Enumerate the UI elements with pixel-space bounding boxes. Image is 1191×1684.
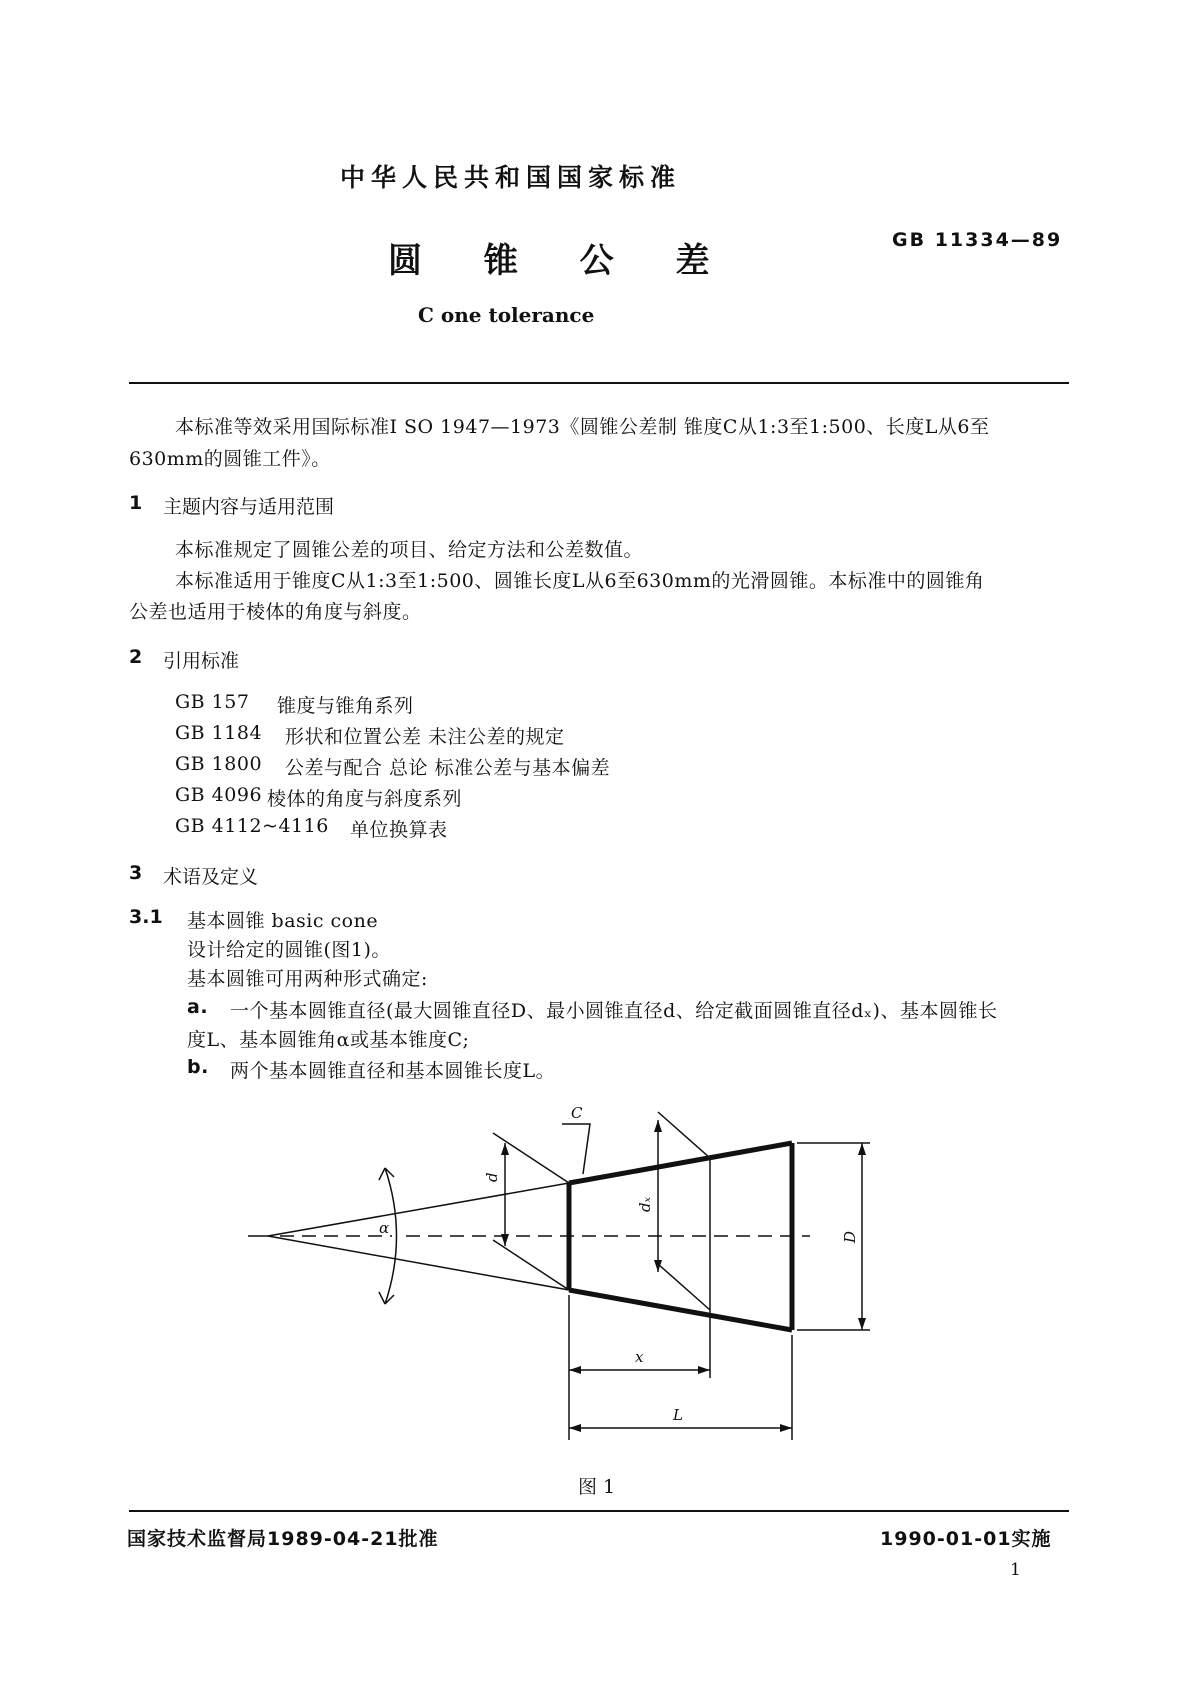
section-3-title: 术语及定义 [163,866,259,888]
section-3-number: 3 [129,862,143,884]
section-1-title: 主题内容与适用范围 [163,496,335,518]
d-arrow-top [501,1143,509,1155]
document-title: 圆 锥 公 差 [388,241,735,281]
L-arrow-left [569,1424,581,1432]
footer-divider [129,1510,1069,1512]
ref-code: GB 157 [175,691,250,713]
section-2-number: 2 [129,646,143,668]
subsection-3-1-number: 3.1 [129,906,163,928]
D-arrow-bottom [858,1318,866,1330]
ref-title: 单位换算表 [350,819,448,841]
intro-line-2: 630mm的圆锥工件》。 [129,448,331,470]
ref-title: 锥度与锥角系列 [277,695,414,717]
standard-code: GB 11334—89 [892,229,1063,251]
item-a-label: a. [187,996,209,1018]
label-D: D [841,1230,859,1243]
label-L: L [673,1406,683,1424]
basic-cone-definition: 设计给定的圆锥(图1)。 [187,939,391,961]
ref-code: GB 1800 [175,753,263,775]
dx-extension-top [658,1112,710,1158]
approval-date: 国家技术监督局1989-04-21批准 [127,1528,439,1550]
page-number: 1 [1010,1560,1021,1580]
label-C: C [571,1104,583,1122]
label-dx: dₓ [636,1197,654,1212]
item-a-text-line-2: 度L、基本圆锥角α或基本锥度C; [187,1029,470,1051]
section-1-paragraph-2-line-1: 本标准适用于锥度C从1:3至1:500、圆锥长度L从6至630mm的光滑圆锥。本标准中的圆锥角 [175,570,985,592]
effective-date: 1990-01-01实施 [880,1528,1052,1550]
section-1-paragraph-1: 本标准规定了圆锥公差的项目、给定方法和公差数值。 [175,539,644,561]
section-1-number: 1 [129,492,143,514]
cone-upper-generatrix [268,1183,569,1236]
x-arrow-right [698,1366,710,1374]
dx-extension-bottom [658,1264,710,1310]
ref-title: 形状和位置公差 未注公差的规定 [285,726,565,748]
english-title: C one tolerance [418,303,595,327]
section-1-paragraph-2-line-2: 公差也适用于棱体的角度与斜度。 [129,601,422,623]
label-d: d [483,1172,501,1182]
D-arrow-top [858,1143,866,1155]
dx-arrow-top [654,1120,662,1132]
taper-C-leader [562,1124,590,1174]
figure-caption: 图 1 [578,1476,616,1498]
ref-code: GB 4112~4116 [175,815,329,837]
label-x: x [635,1348,644,1366]
section-2-title: 引用标准 [163,650,240,672]
label-alpha: α [379,1219,390,1237]
ref-code: GB 4096 [175,784,263,806]
cone-top-edge [569,1143,792,1183]
item-a-text-line-1: 一个基本圆锥直径(最大圆锥直径D、最小圆锥直径d、给定截面圆锥直径dₓ)、基本圆锥长 [230,1000,998,1022]
intro-line-1: 本标准等效采用国际标准I SO 1947—1973《圆锥公差制 锥度C从1:3至1:500、长度L从6至 [175,416,990,438]
ref-title: 棱体的角度与斜度系列 [267,788,463,810]
ref-code: GB 1184 [175,722,263,744]
ref-title: 公差与配合 总论 标准公差与基本偏差 [285,757,611,779]
subsection-3-1-title: 基本圆锥 basic cone [187,910,379,932]
issuing-organization: 中华人民共和国国家标准 [340,163,682,192]
forms-intro: 基本圆锥可用两种形式确定: [187,968,428,990]
x-arrow-left [569,1366,581,1374]
item-b-label: b. [187,1056,209,1078]
item-b-text: 两个基本圆锥直径和基本圆锥长度L。 [230,1060,556,1082]
cone-lower-generatrix [268,1236,569,1290]
L-arrow-right [780,1424,792,1432]
d-arrow-bottom [501,1234,509,1246]
cone-bottom-edge [569,1290,792,1330]
